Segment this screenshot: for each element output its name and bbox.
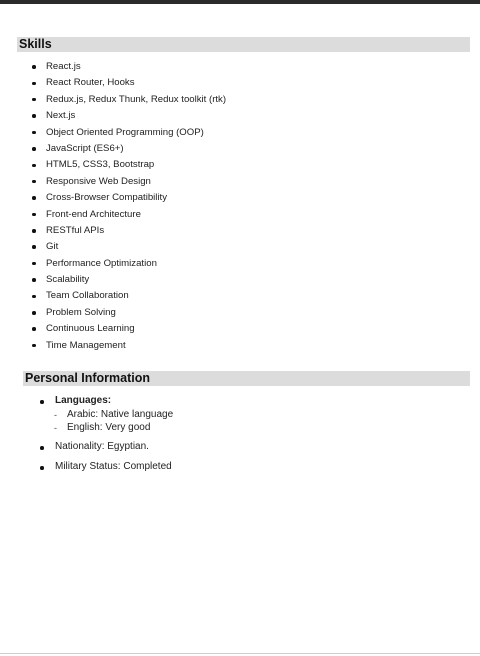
skill-item	[30, 190, 226, 206]
skill-label: Object Oriented Programming (OOP)	[46, 126, 204, 138]
bullet-icon	[32, 98, 36, 102]
skill-label: JavaScript (ES6+)	[46, 142, 124, 154]
skill-label: Front-end Architecture	[46, 208, 141, 220]
skill-label: Performance Optimization	[46, 257, 157, 269]
skill-item	[30, 256, 226, 272]
skills-list	[30, 59, 226, 354]
language-label: Arabic: Native language	[67, 409, 174, 420]
skill-item	[30, 75, 226, 91]
skill-item	[30, 125, 226, 141]
bullet-icon	[32, 311, 36, 315]
languages-item	[38, 394, 173, 434]
bullet-icon	[32, 229, 36, 233]
skill-item	[30, 108, 226, 124]
skill-label: Continuous Learning	[46, 323, 135, 335]
bullet-icon	[32, 147, 36, 151]
skill-item	[30, 338, 226, 354]
skill-label: Git	[46, 241, 59, 253]
bullet-icon	[32, 164, 36, 168]
skills-section-heading: Skills	[17, 37, 470, 52]
bullet-icon	[32, 278, 36, 282]
skill-label: Team Collaboration	[46, 290, 129, 302]
skill-item	[30, 272, 226, 288]
bullet-icon	[32, 114, 36, 118]
military-status-text: Military Status: Completed	[55, 461, 172, 472]
skill-label: Time Management	[46, 339, 126, 351]
languages-label: Languages:	[55, 395, 112, 406]
skill-label: RESTful APIs	[46, 224, 105, 236]
bullet-icon	[32, 131, 36, 135]
bullet-icon	[40, 446, 44, 450]
skill-item	[30, 141, 226, 157]
skill-item	[30, 321, 226, 337]
bullet-icon	[32, 65, 36, 69]
nationality-text: Nationality: Egyptian.	[55, 441, 149, 452]
skill-item	[30, 207, 226, 223]
top-border	[0, 0, 480, 4]
skill-label: Next.js	[46, 110, 76, 122]
skill-item	[30, 92, 226, 108]
dash-icon: -	[54, 422, 57, 433]
skill-item	[30, 174, 226, 190]
personal-info-section-heading: Personal Information	[23, 371, 470, 386]
bullet-icon	[40, 466, 44, 470]
bullet-icon	[32, 82, 36, 86]
bullet-icon	[32, 327, 36, 331]
language-label: English: Very good	[67, 421, 151, 433]
page-bottom-edge	[0, 653, 480, 654]
bullet-icon	[32, 180, 36, 184]
personal-info-list	[38, 394, 173, 474]
skill-item	[30, 59, 226, 75]
skill-label: Responsive Web Design	[46, 175, 151, 187]
dash-icon: -	[54, 410, 57, 420]
military-status-item	[38, 460, 173, 474]
bullet-icon	[40, 400, 44, 404]
bullet-icon	[32, 262, 36, 266]
skill-label: React.js	[46, 61, 81, 72]
skill-label: Redux.js, Redux Thunk, Redux toolkit (rtk)	[46, 93, 227, 105]
skill-label: Problem Solving	[46, 306, 116, 318]
language-item	[55, 409, 173, 422]
skill-label: React Router, Hooks	[46, 77, 135, 89]
skill-item	[30, 288, 226, 304]
languages-list	[55, 409, 173, 434]
bullet-icon	[32, 213, 36, 217]
skill-label: HTML5, CSS3, Bootstrap	[46, 159, 155, 171]
bullet-icon	[32, 295, 36, 299]
skill-item	[30, 305, 226, 321]
skill-label: Scalability	[46, 274, 90, 286]
skill-item	[30, 157, 226, 173]
skill-item	[30, 239, 226, 255]
skill-item	[30, 223, 226, 239]
bullet-icon	[32, 344, 36, 348]
nationality-item	[38, 440, 173, 454]
skill-label: Cross-Browser Compatibility	[46, 192, 168, 204]
language-item	[55, 422, 173, 435]
bullet-icon	[32, 245, 36, 249]
bullet-icon	[32, 196, 36, 200]
